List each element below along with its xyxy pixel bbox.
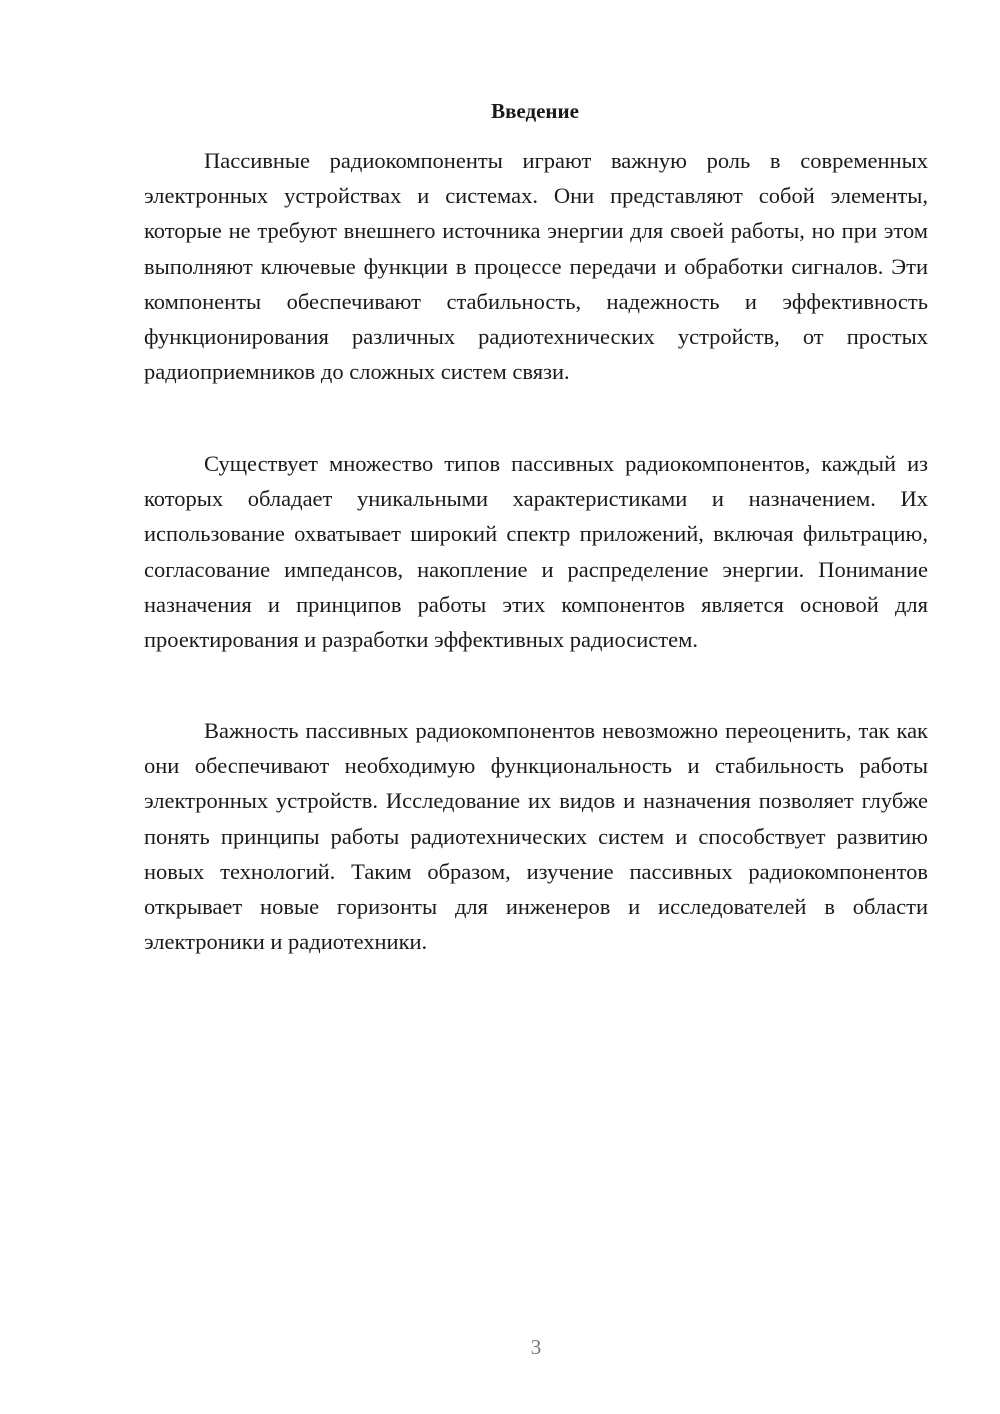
paragraph-intro: Пассивные радиокомпоненты играют важную роль в современных электронных устройствах и системах. Они представляют собой элементы, которые не требуют внешнего источника энергии для своей работы, но при этом выполняют ключевые функции в процессе передачи и обработки сигналов. Эти компоненты обеспечивают стабильность, надежность и эффективность функционирования различных радиотехнических устройств, от простых радиоприемников до сложных систем связи. xyxy=(144,148,928,385)
page-number: 3 xyxy=(530,1335,542,1359)
paragraph-types: Существует множество типов пассивных радиокомпонентов, каждый из которых обладает уникальными характеристиками и назначением. Их использование охватывает широкий спектр приложений, включая фильтрацию, согласование импедансов, накопление и распределение энергии. Понимание назначения и принципов работы этих компонентов является основой для проектирования и разработки эффективных радиосистем. xyxy=(144,451,928,653)
paragraph-importance: Важность пассивных радиокомпонентов невозможно переоценить, так как они обеспечивают необходимую функциональность и стабильность работы электронных устройств. Исследование их видов и назначения позволяет глубже понять принципы работы радиотехнических систем и способствует развитию новых технологий. Таким образом, изучение пассивных радиокомпонентов открывает новые горизонты для инженеров и исследователей в области электроники и радиотехники. xyxy=(144,718,928,955)
section-heading: Введение xyxy=(491,99,579,123)
